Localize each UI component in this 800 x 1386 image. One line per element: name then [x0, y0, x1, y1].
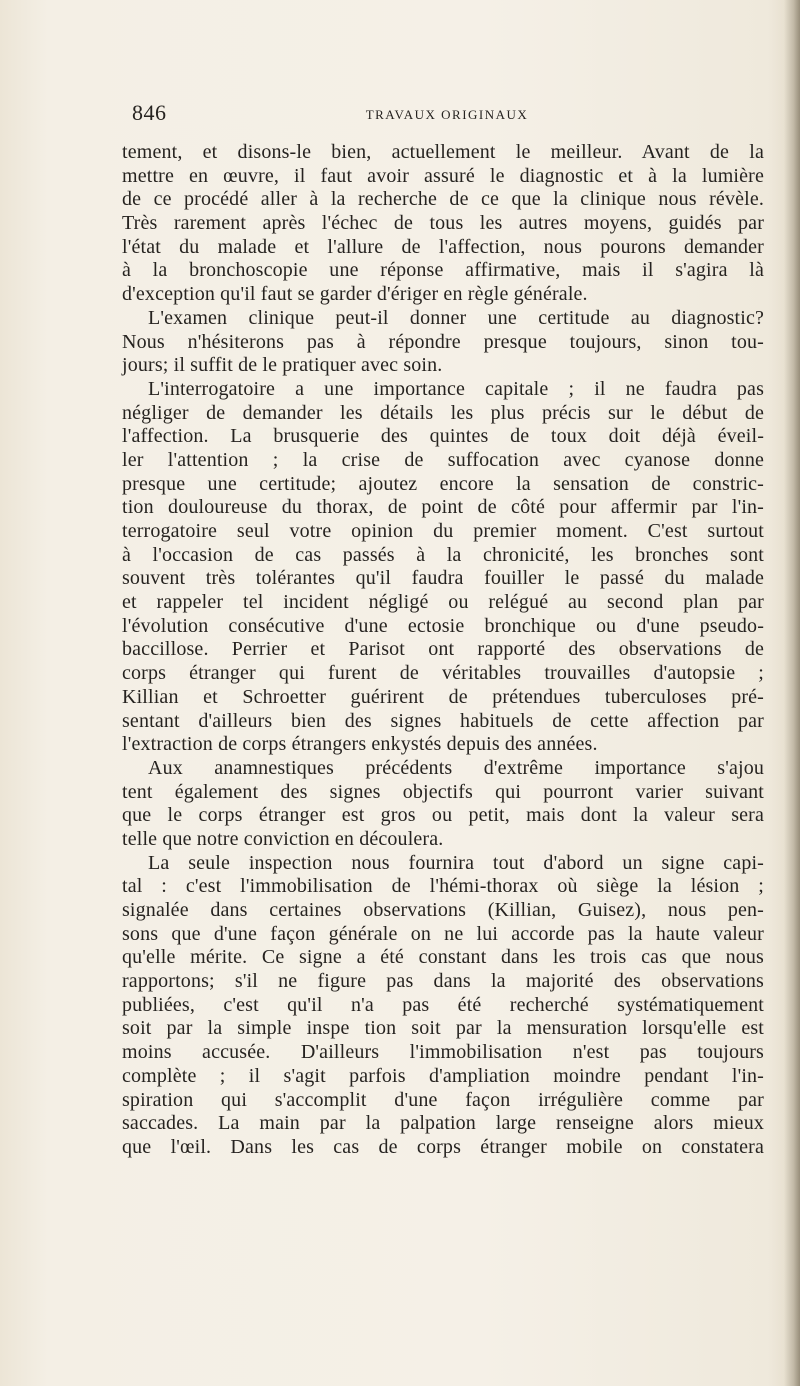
text-line: publiées, c'est qu'il n'a pas été recherché systématiquement — [122, 993, 764, 1016]
page-number: 846 — [132, 100, 167, 125]
text-line: tent également des signes objectifs qui pourront varier suivant — [122, 780, 764, 803]
text-line: Killian et Schroetter guérirent de prétendues tuberculoses pré- — [122, 685, 764, 708]
page-header — [132, 100, 762, 130]
text-line: soit par la simple inspe tion soit par la mensuration lorsqu'elle est — [122, 1017, 764, 1040]
text-line: à l'occasion de cas passés à la chronicité, les bronches sont — [122, 543, 764, 566]
text-line: que le corps étranger est gros ou petit, mais dont la valeur sera — [122, 804, 764, 827]
text-line: corps étranger qui furent de véritables trouvailles d'autopsie ; — [122, 662, 764, 685]
running-title: TRAVAUX ORIGINAUX — [365, 107, 529, 122]
text-line: qu'elle mérite. Ce signe a été constant dans les trois cas que nous — [122, 946, 764, 969]
text-line: Très rarement après l'échec de tous les autres moyens, guidés par — [122, 212, 764, 235]
body-text — [122, 141, 764, 1160]
text-line: l'état du malade et l'allure de l'affection, nous pourons demander — [122, 235, 764, 258]
text-line: tement, et disons-le bien, actuellement le meilleur. Avant de la — [122, 141, 764, 163]
text-line: saccades. La main par la palpation large renseigne alors mieux — [122, 1112, 764, 1135]
text-line: à la bronchoscopie une réponse affirmative, mais il s'agira là — [122, 259, 764, 282]
text-line: La seule inspection nous fournira tout d'abord un signe capi- — [148, 851, 764, 874]
text-line: d'exception qu'il faut se garder d'ériger en règle générale. — [122, 283, 588, 306]
text-line: ler l'attention ; la crise de suffocation avec cyanose donne — [122, 448, 764, 471]
text-line: l'extraction de corps étrangers enkystés depuis des années. — [122, 733, 598, 756]
text-line: baccillose. Perrier et Parisot ont rapporté des observations de — [122, 638, 764, 661]
text-line: spiration qui s'accomplit d'une façon irrégulière comme par — [122, 1088, 764, 1111]
text-line: terrogatoire seul votre opinion du premier moment. C'est surtout — [122, 520, 764, 542]
text-line: rapportons; s'il ne figure pas dans la majorité des observations — [122, 970, 764, 993]
text-line: l'affection. La brusquerie des quintes de toux doit déjà éveil- — [122, 425, 764, 448]
text-line: moins accusée. D'ailleurs l'immobilisation n'est pas toujours — [122, 1041, 764, 1064]
text-line: et rappeler tel incident négligé ou relégué au second plan par — [122, 591, 764, 614]
text-line: de ce procédé aller à la recherche de ce que la clinique nous révèle. — [122, 188, 764, 211]
page-edge-shadow — [784, 0, 800, 1386]
text-line: mettre en œuvre, il faut avoir assuré le diagnostic et à la lumière — [122, 164, 764, 187]
text-line: que l'œil. Dans les cas de corps étranger mobile on constatera — [122, 1135, 764, 1158]
text-line: sentant d'ailleurs bien des signes habituels de cette affection par — [122, 709, 764, 732]
text-line: presque une certitude; ajoutez encore la sensation de constric- — [122, 472, 764, 495]
text-line: l'évolution consécutive d'une ectosie bronchique ou d'une pseudo- — [122, 614, 764, 637]
text-line: sons que d'une façon générale on ne lui accorde pas la haute valeur — [122, 922, 764, 945]
text-line: signalée dans certaines observations (Killian, Guisez), nous pen- — [122, 899, 764, 921]
text-line: L'interrogatoire a une importance capitale ; il ne faudra pas — [148, 377, 764, 400]
text-line: L'examen clinique peut-il donner une certitude au diagnostic? — [148, 306, 764, 329]
text-line: tal : c'est l'immobilisation de l'hémi-thorax où siège la lésion ; — [122, 875, 764, 898]
text-line: négliger de demander les détails les plus précis sur le début de — [122, 401, 764, 424]
text-line: souvent très tolérantes qu'il faudra fouiller le passé du malade — [122, 567, 764, 590]
text-line: telle que notre conviction en découlera. — [122, 827, 444, 850]
text-line: complète ; il s'agit parfois d'ampliation moindre pendant l'in- — [122, 1064, 764, 1087]
text-line: tion douloureuse du thorax, de point de côté pour affermir par l'in- — [122, 496, 764, 519]
text-line: jours; il suffit de le pratiquer avec soin. — [122, 354, 443, 377]
text-line: Aux anamnestiques précédents d'extrême importance s'ajou — [148, 756, 764, 779]
text-line: Nous n'hésiterons pas à répondre presque toujours, sinon tou- — [122, 330, 764, 353]
